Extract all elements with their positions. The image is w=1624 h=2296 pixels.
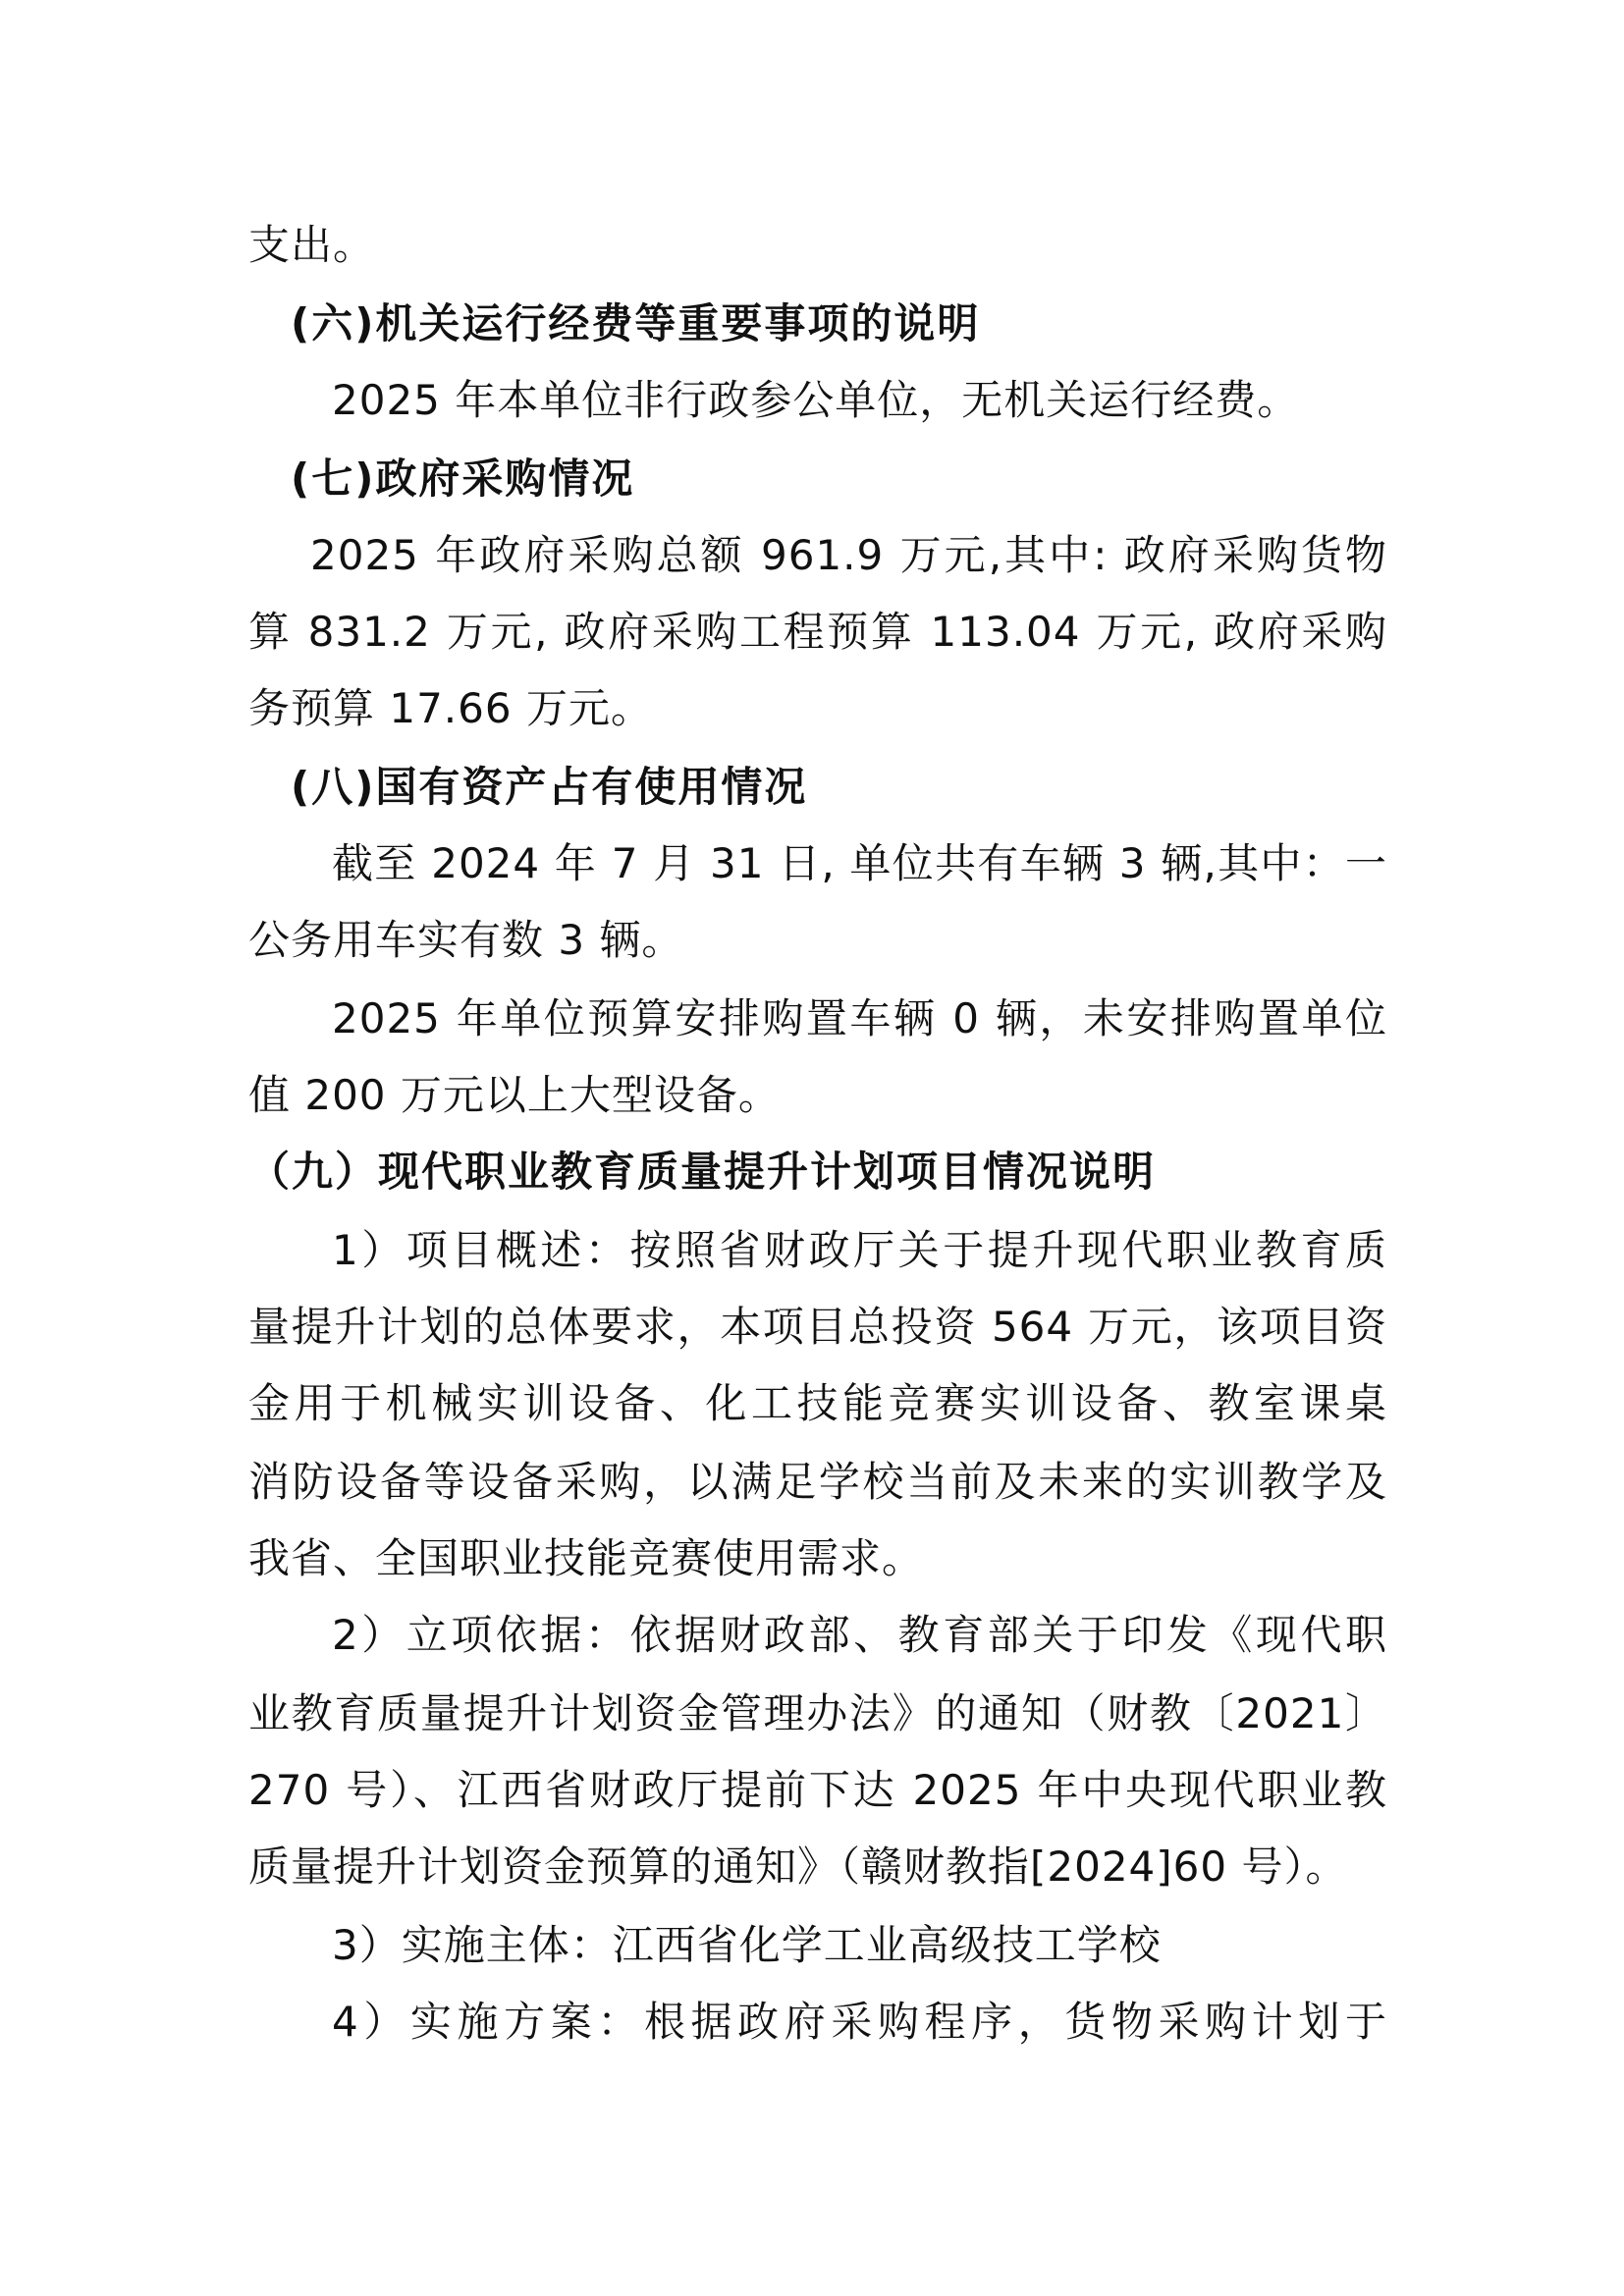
paragraph-line: 业教育质量提升计划资金管理办法》的通知（财教〔2021〕 [248,1689,1387,1737]
paragraph-line: 我省、全国职业技能竞赛使用需求。 [248,1534,925,1582]
paragraph-line: 2）立项依据：依据财政部、教育部关于印发《现代职 [332,1611,1387,1659]
paragraph-line: 金用于机械实训设备、化工技能竞赛实训设备、教室课桌 [248,1379,1387,1427]
paragraph-line: 270 号）、江西省财政厅提前下达 2025 年中央现代职业教 [248,1766,1387,1814]
paragraph-line: 3）实施主体：江西省化学工业高级技工学校 [332,1921,1162,1969]
paragraph-line: 4）实施方案：根据政府采购程序，货物采购计划于 [332,1998,1387,2046]
paragraph-line: 质量提升计划资金预算的通知》（赣财教指[2024]60 号）。 [248,1842,1348,1891]
paragraph-line: 支出。 [248,221,376,269]
paragraph-line: 1）项目概述：按照省财政厅关于提升现代职业教育质 [332,1226,1387,1274]
paragraph-line: 值 200 万元以上大型设备。 [248,1071,781,1119]
section-heading-6: (六)机关运行经费等重要事项的说明 [291,299,981,347]
section-heading-7: (七)政府采购情况 [291,454,635,503]
paragraph-line: 截至 2024 年 7 月 31 日, 单位共有车辆 3 辆,其中：一 [332,839,1387,887]
paragraph-line: 消防设备等设备采购，以满足学校当前及未来的实训教学及 [248,1458,1387,1506]
paragraph-line: 算 831.2 万元, 政府采购工程预算 113.04 万元, 政府采购 [248,608,1387,656]
section-heading-9: （九）现代职业教育质量提升计划项目情况说明 [248,1148,1157,1196]
paragraph-line: 公务用车实有数 3 辆。 [248,916,684,964]
section-heading-8: (八)国有资产占有使用情况 [291,763,808,811]
paragraph-line: 2025 年政府采购总额 961.9 万元,其中: 政府采购货物 [310,531,1387,579]
paragraph-line: 务预算 17.66 万元。 [248,684,653,732]
paragraph-line: 2025 年本单位非行政参公单位，无机关运行经费。 [332,376,1300,424]
paragraph-line: 量提升计划的总体要求，本项目总投资 564 万元，该项目资 [248,1303,1387,1351]
paragraph-line: 2025 年单位预算安排购置车辆 0 辆，未安排购置单位 [332,994,1387,1042]
